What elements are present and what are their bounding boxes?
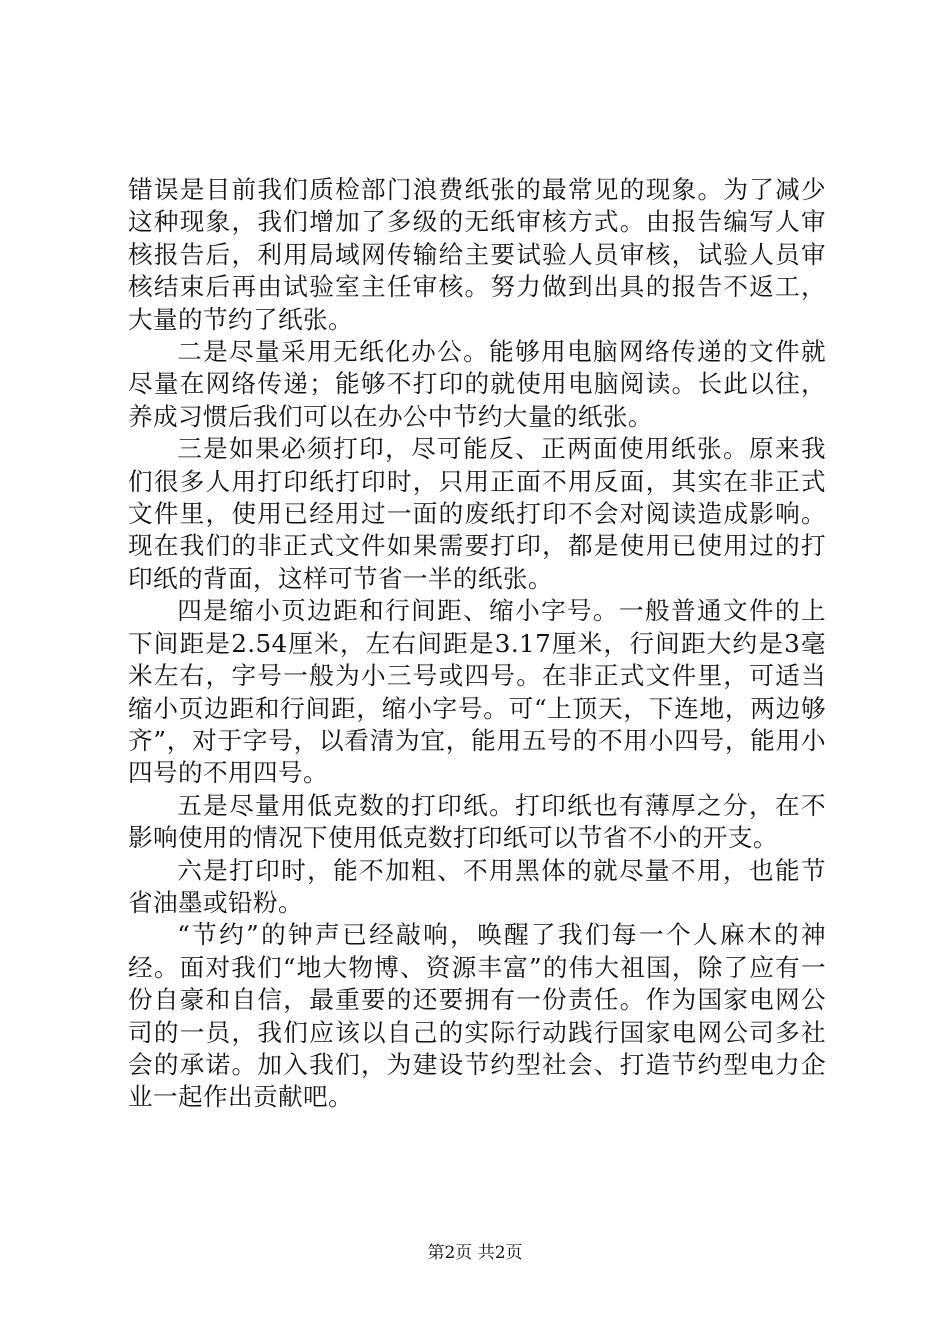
paragraph-point-six: 六是打印时，能不加粗、不用黑体的就尽量不用，也能节省油墨或铅粉。: [128, 855, 826, 917]
document-body: [128, 174, 826, 1114]
page-number-footer: 第2页 共2页: [427, 1243, 523, 1263]
paragraph-continued: 错误是目前我们质检部门浪费纸张的最常见的现象。为了减少这种现象，我们增加了多级的无纸审核方式。由报告编写人审核报告后，利用局域网传输给主要试验人员审核，试验人员审核结束后再由试验室主任审核。努力做到出具的报告不返工，大量的节约了纸张。: [128, 175, 826, 334]
paragraph-point-five: 五是尽量用低克数的打印纸。打印纸也有薄厚之分，在不影响使用的情况下使用低克数打印纸可以节省不小的开支。: [128, 790, 826, 853]
paragraph-point-four: 四是缩小页边距和行间距、缩小字号。一般普通文件的上下间距是2.54厘米，左右间距是3.17厘米，行间距大约是3毫米左右，字号一般为小三号或四号。在非正式文件里，可适当缩小页边距和行间距，缩小字号。可“上顶天，下连地，两边够齐”，对于字号，以看清为宜，能用五号的不用小四号，能用小四号的不用四号。: [128, 596, 826, 788]
paragraph-point-three: 三是如果必须打印，尽可能反、正两面使用纸张。原来我们很多人用打印纸打印时，只用正面不用反面，其实在非正式文件里，使用已经用过一面的废纸打印不会对阅读造成影响。现在我们的非正式文件如果需要打印，都是使用已使用过的打印纸的背面，这样可节省一半的纸张。: [128, 434, 826, 593]
paragraph-point-two: 二是尽量采用无纸化办公。能够用电脑网络传递的文件就尽量在网络传递；能够不打印的就使用电脑阅读。长此以往，养成习惯后我们可以在办公中节约大量的纸张。: [128, 337, 826, 431]
paragraph-conclusion: “节约”的钟声已经敲响，唤醒了我们每一个人麻木的神经。面对我们“地大物博、资源丰富”的伟大祖国，除了应有一份自豪和自信，最重要的还要拥有一份责任。作为国家电网公司的一员，我们应该以自己的实际行动践行国家电网公司多社会的承诺。加入我们，为建设节约型社会、打造节约型电力企业一起作出贡献吧。: [128, 920, 826, 1112]
